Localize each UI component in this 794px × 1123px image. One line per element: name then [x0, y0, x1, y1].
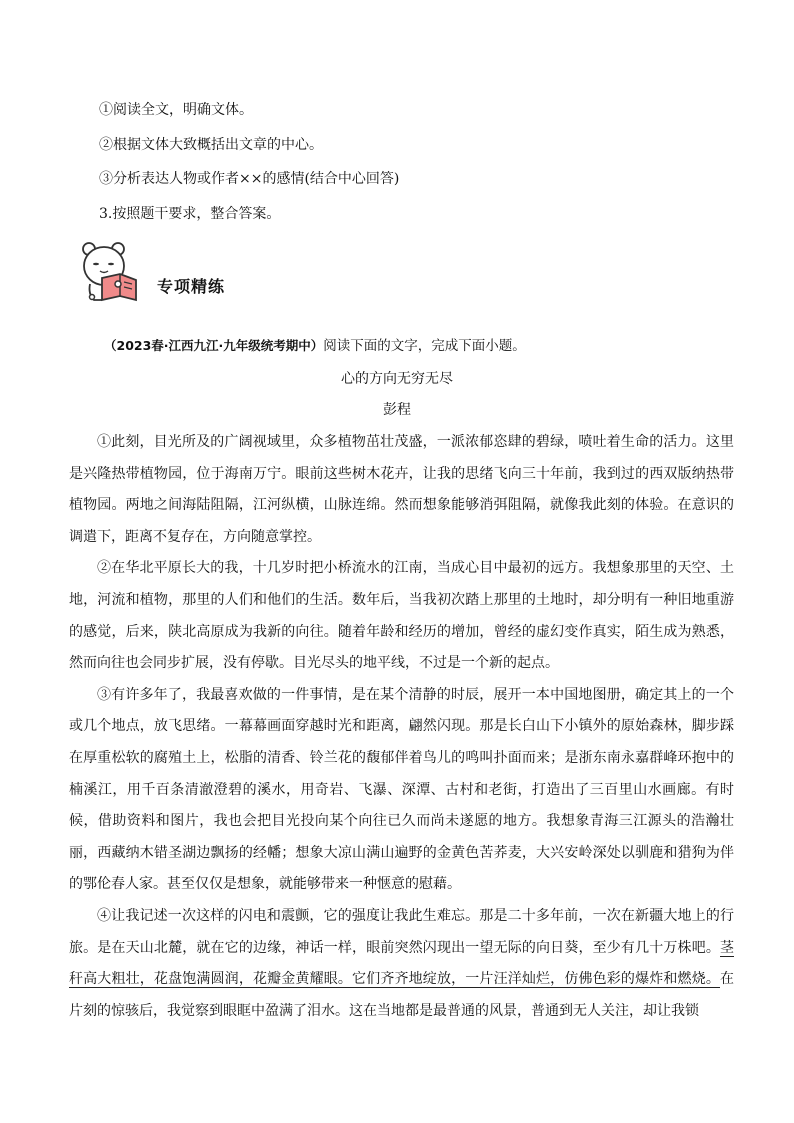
section-header	[78, 234, 718, 304]
paragraph-text: 在片刻的惊骇后，我觉察到眼眶中盈满了泪水。这在当地都是最普通的风景，普通到无人关注，却让我锁	[69, 971, 734, 1019]
step-line: ③分析表达人物或作者××的感情(结合中心回答)	[99, 171, 400, 187]
question-source	[104, 334, 526, 354]
bear-reading-book-icon	[78, 234, 148, 304]
step-line: 3.按照题干要求，整合答案。	[99, 205, 281, 222]
underlined-sentence: 茎秆高大粗壮，花盘饱满圆润，花瓣金黄耀眼。它们齐齐地绽放，一片汪洋灿烂，仿佛色彩的爆炸和燃烧。	[69, 939, 734, 988]
article-body	[69, 427, 734, 1027]
article-paragraph	[69, 901, 734, 1027]
source-tag: （2023春·江西九江·九年级统考期中）	[104, 338, 324, 353]
source-instruction: 阅读下面的文字，完成下面小题。	[323, 338, 526, 354]
answer-steps	[99, 100, 739, 238]
article-author: 彭程	[383, 402, 411, 418]
step-line: ②根据文体大致概括出文章的中心。	[99, 136, 323, 153]
article-title: 心的方向无穷无尽	[341, 371, 453, 387]
article-paragraph: ①此刻，目光所及的广阔视域里，众多植物茁壮茂盛，一派浓郁恣肆的碧绿，喷吐着生命的活力。这里是兴隆热带植物园，位于海南万宁。眼前这些树木花卉，让我的思绪飞向三十年前，我到过的西双版纳热带植物园。两地之间海陆阻隔，江河纵横，山脉连绵。然而想象能够消弭阻隔，就像我此刻的体验。在意识的调遣下，距离不复存在，方向随意掌控。	[69, 434, 734, 545]
paragraph-text: ④让我记述一次这样的闪电和震颤，它的强度让我此生难忘。那是二十多年前，一次在新疆大地上的行旅。是在天山北麓，就在它的边缘，神话一样，眼前突然闪现出一望无际的向日葵，至少有几十万株吧。	[69, 907, 734, 956]
step-line: ①阅读全文，明确文体。	[99, 102, 253, 118]
article-paragraph: ②在华北平原长大的我，十几岁时把小桥流水的江南，当成心目中最初的远方。我想象那里的天空、土地，河流和植物，那里的人们和他们的生活。数年后，当我初次踏上那里的土地时，却分明有一种旧地重游的感觉，后来，陕北高原成为我新的向往。随着年龄和经历的增加，曾经的虚幻变作真实，陌生成为熟悉，然而向往也会同步扩展，没有停歇。目光尽头的地平线，不过是一个新的起点。	[69, 560, 734, 672]
article-paragraph: ③有许多年了，我最喜欢做的一件事情，是在某个清静的时辰，展开一本中国地图册，确定其上的一个或几个地点，放飞思绪。一幕幕画面穿越时光和距离，翩然闪现。那是长白山下小镇外的原始森林，脚步踩在厚重松软的腐殖土上，松脂的清香、铃兰花的馥郁伴着鸟儿的鸣叫扑面而来；是浙东南永嘉群峰环抱中的楠溪江，用千百条清澈澄碧的溪水，用奇岩、飞瀑、深潭、古村和老街，打造出了三百里山水画廊。有时候，借助资料和图片，我也会把目光投向某个向往已久而尚未遂愿的地方。我想象青海三江源头的浩瀚壮丽，西藏纳木错圣湖边飘扬的经幡；想象大凉山满山遍野的金黄色苦荞麦，大兴安岭深处以驯鹿和猎狗为伴的鄂伦春人家。甚至仅仅是想象，就能够带来一种惬意的慰藉。	[69, 686, 734, 893]
section-title: 专项精练	[157, 277, 226, 296]
